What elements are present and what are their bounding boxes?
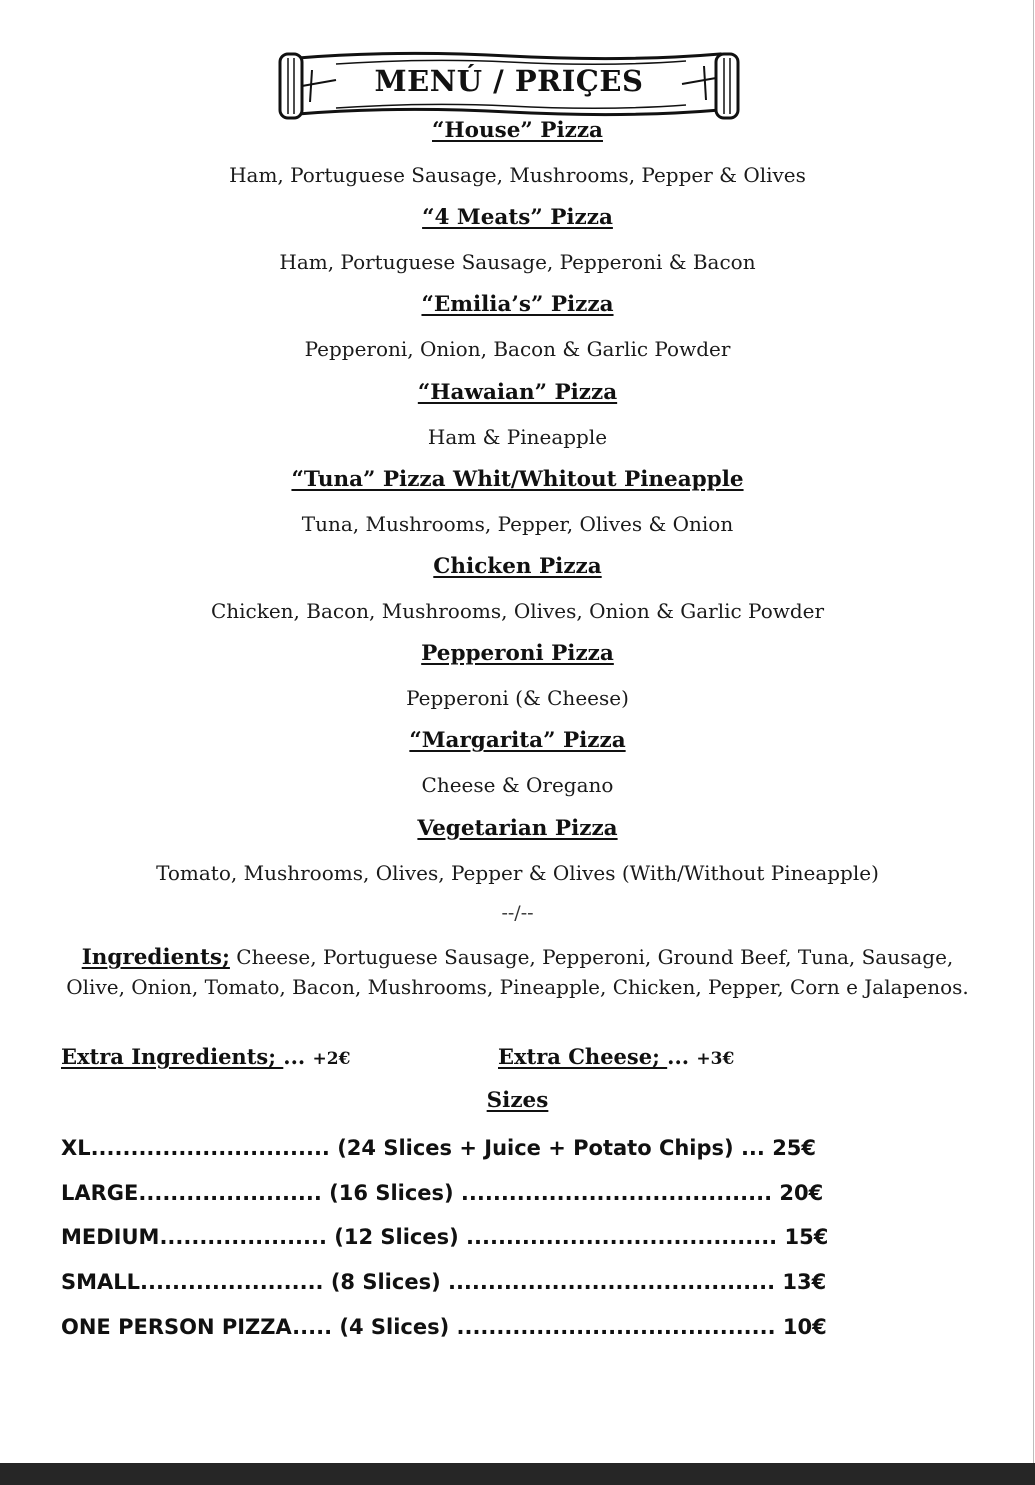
menu-banner: [276, 48, 742, 124]
menu-item-4-meats: [0, 201, 1035, 288]
extra-ingredients-dots: ...: [283, 1044, 313, 1069]
section-separator: --/--: [501, 902, 534, 924]
sizes-list: [61, 1133, 891, 1356]
size-row-large: LARGE....................... (16 Slices) ....................................... 20€: [61, 1180, 824, 1205]
pizza-name: Chicken Pizza: [433, 553, 602, 579]
pizza-description: Tomato, Mushrooms, Olives, Pepper & Olives (With/Without Pineapple): [156, 860, 879, 885]
extra-cheese-price: +3€: [696, 1049, 735, 1069]
extra-ingredients: [61, 1044, 350, 1069]
extra-cheese-dots: ...: [667, 1044, 697, 1069]
size-row-medium: MEDIUM..................... (12 Slices) ....................................... 15€: [61, 1225, 829, 1250]
menu-item-vegetarian: [0, 812, 1035, 899]
ingredients-label: Ingredients;: [81, 945, 230, 970]
menu-item-margarita: [0, 724, 1035, 811]
sizes-title: Sizes: [486, 1088, 549, 1113]
extra-ingredients-label: Extra Ingredients;: [61, 1044, 284, 1069]
pizza-name: “Tuna” Pizza Whit/Whitout Pineapple: [291, 466, 744, 492]
menu-item-chicken: [0, 550, 1035, 637]
pizza-name: “House” Pizza: [432, 118, 603, 143]
ingredients-text: Cheese, Portuguese Sausage, Pepperoni, Ground Beef, Tuna, Sausage, Olive, Onion, Tomato, Bacon, Mushrooms, Pineapple, Chicken, Pepper, Corn e Jalapenos.: [66, 945, 969, 999]
size-row-xl: XL.............................. (24 Slices + Juice + Potato Chips) ... 25€: [61, 1136, 817, 1160]
pizza-description: Cheese & Oregano: [421, 773, 614, 798]
pizza-description: Pepperoni (& Cheese): [406, 686, 629, 711]
menu-item-emilias: [0, 288, 1035, 375]
pizza-description: Ham & Pineapple: [427, 424, 608, 449]
ingredients-paragraph: [60, 943, 975, 1001]
pizza-name: Vegetarian Pizza: [417, 815, 618, 841]
menu-item-hawaian: [0, 376, 1035, 463]
menu-item-pepperoni: [0, 637, 1035, 724]
pizza-name: “Margarita” Pizza: [409, 728, 626, 754]
extra-ingredients-price: +2€: [312, 1049, 351, 1069]
size-row-small: SMALL....................... (8 Slices) ......................................... 13€: [61, 1270, 827, 1295]
pizza-name: Pepperoni Pizza: [421, 641, 614, 667]
extra-cheese: [498, 1044, 734, 1069]
pizza-description: Tuna, Mushrooms, Pepper, Olives & Onion: [301, 511, 734, 536]
pizza-description: Ham, Portuguese Sausage, Pepperoni & Bacon: [279, 250, 756, 275]
pizza-description: Chicken, Bacon, Mushrooms, Olives, Onion & Garlic Powder: [210, 598, 825, 623]
pizza-name: “4 Meats” Pizza: [422, 205, 613, 231]
bottom-bar: [0, 1463, 1035, 1485]
pizza-description: Ham, Portuguese Sausage, Mushrooms, Pepper & Olives: [229, 163, 806, 187]
menu-item-house: [0, 114, 1035, 201]
menu-item-tuna: [0, 463, 1035, 550]
pizza-name: “Emilia’s” Pizza: [421, 292, 614, 318]
pizza-description: Pepperoni, Onion, Bacon & Garlic Powder: [304, 337, 731, 362]
menu-title: MENÚ / PRIÇES: [374, 64, 644, 98]
extra-cheese-label: Extra Cheese;: [498, 1044, 668, 1069]
size-row-one-person: ONE PERSON PIZZA..... (4 Slices) ........................................ 10€: [61, 1314, 827, 1339]
pizza-name: “Hawaian” Pizza: [417, 379, 618, 405]
pizza-list: [0, 114, 1035, 899]
